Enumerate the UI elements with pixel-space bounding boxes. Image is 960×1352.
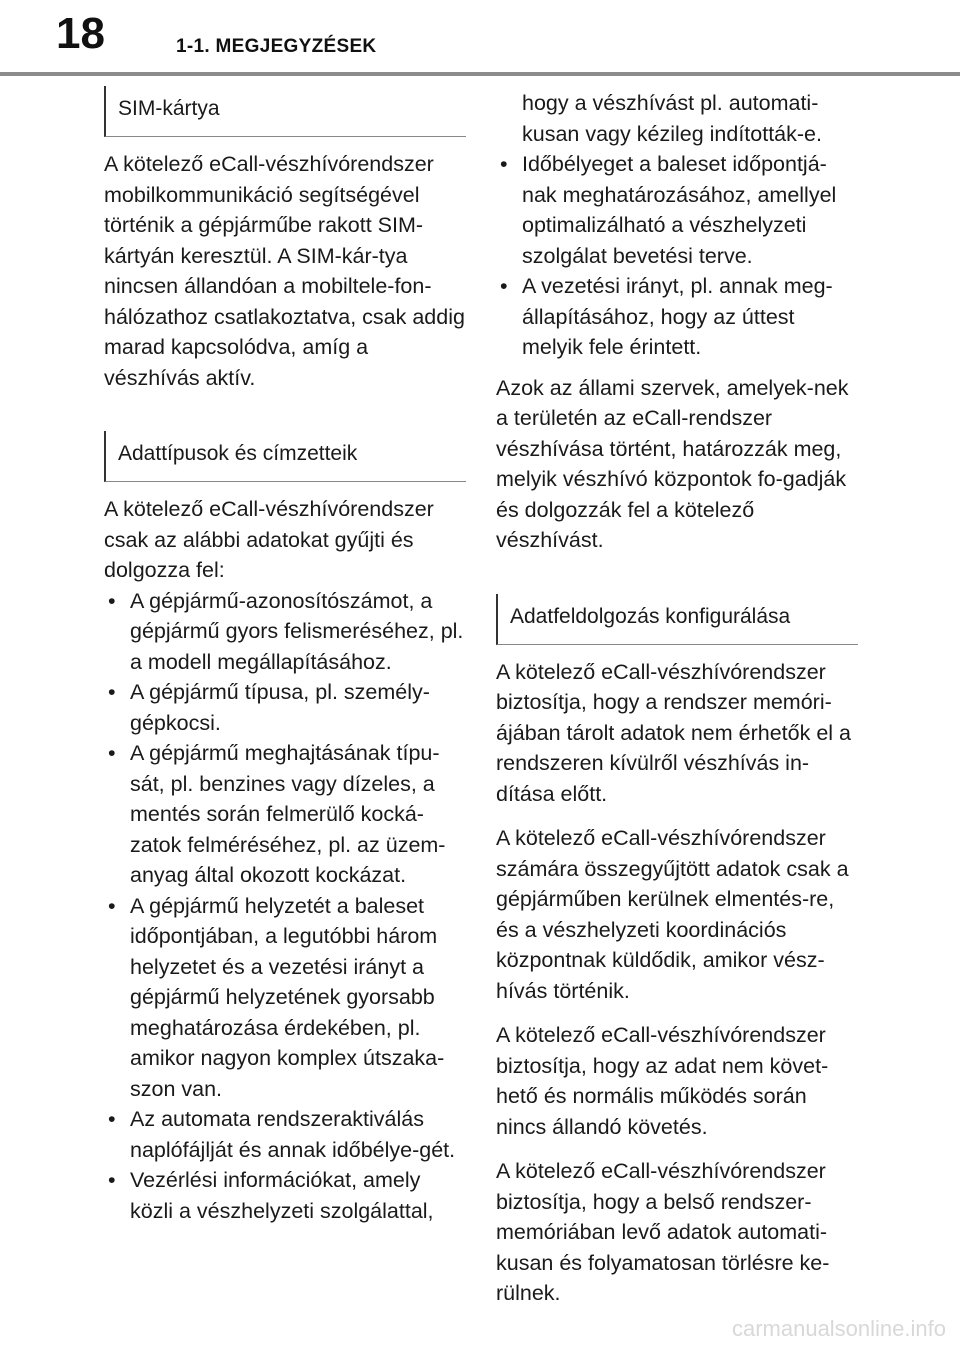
section-heading-config: Adatfeldolgozás konfigurálása — [496, 594, 858, 645]
config-paragraph: A kötelező eCall-vészhívórendszer biztosítja, hogy a rendszer memóri-ájában tárolt adatok nem érhetők el a rendszeren kívülről vészhívás in-dítása előtt. — [496, 659, 851, 806]
left-column — [104, 86, 466, 1240]
list-item: • A gépjármű típusa, pl. személy-gépkocsi. — [108, 680, 430, 735]
chapter-title: 1-1. MEGJEGYZÉSEK — [176, 36, 377, 57]
page-number: 18 — [56, 9, 105, 58]
watermark: carmanualsonline.info — [731, 1316, 946, 1341]
sim-paragraph: A kötelező eCall-vészhívórendszer mobilkommunikáció segítségével történik a gépjárműbe rakott SIM-kártyán keresztül. A SIM-kár-tya nincsen állandóan a mobiltele-fon-hálózathoz csatlakoztatva, csak addig marad kapcsolódva, amíg a vészhívás aktív. — [104, 152, 465, 390]
data-types-list — [104, 586, 466, 1227]
section-heading-sim: SIM-kártya — [104, 86, 466, 137]
config-paragraph: A kötelező eCall-vészhívórendszer biztosítja, hogy a belső rendszer-memóriában levő adatok automati-kusan és folyamatosan törlésre ke-rülnek. — [496, 1159, 830, 1305]
config-paragraph: A kötelező eCall-vészhívórendszer számára összegyűjtött adatok csak a gépjárműben kerülnek elmentés-re, és a vészhelyzeti koordinációs központnak küldődik, amikor vész-hívás történik. — [496, 826, 849, 1003]
authorities-paragraph: Azok az állami szervek, amelyek-nek a területén az eCall-rendszer vészhívása történt, határozzák meg, melyik vészhívó központok fo-gadják és dolgozzák fel a kötelező vészhívást. — [496, 375, 849, 552]
list-item: • A gépjármű meghajtásának típu-sát, pl. benzines vagy dízeles, a mentés során felmerülő kocká-zatok felméréséhez, pl. az üzem-anyag által okozott kockázat. — [108, 741, 446, 887]
list-item-continuation: hogy a vészhívást pl. automati-kusan vagy kézileg indították-e. — [522, 91, 822, 146]
data-types-paragraph: A kötelező eCall-vészhívórendszer csak az alábbi adatokat gyűjti és dolgozza fel: — [104, 497, 434, 582]
list-item: • A gépjármű-azonosítószámot, a gépjármű gyors felismeréséhez, pl. a modell megállapításához. — [108, 588, 464, 674]
list-item: • Időbélyeget a baleset időpontjá-nak meghatározásához, amellyel optimalizálható a vészhelyzeti szolgálat bevetési terve. — [500, 152, 837, 268]
config-paragraph: A kötelező eCall-vészhívórendszer biztosítja, hogy az adat nem követ-hető és normális működés során nincs állandó követés. — [496, 1023, 829, 1139]
list-item: • A vezetési irányt, pl. annak meg-állapításához, hogy az úttest melyik fele érintett. — [500, 274, 833, 359]
right-column — [496, 88, 858, 1323]
section-heading-data-types: Adattípusok és címzetteik — [104, 431, 466, 482]
continued-list — [496, 88, 858, 363]
list-item: • A gépjármű helyzetét a baleset időpontjában, a legutóbbi három helyzetet és a vezetési irányt a gépjármű helyzetének gyorsabb meghatározása érdekében, pl. amikor nagyon komplex útszaka-szon van. — [108, 893, 445, 1101]
list-item: • Az automata rendszeraktiválás naplófájlját és annak időbélye-gét. — [108, 1107, 456, 1162]
list-item: • Vezérlési információkat, amely közli a vészhelyzeti szolgálattal, — [108, 1168, 434, 1223]
header-divider — [0, 72, 960, 76]
page-header — [0, 0, 960, 78]
